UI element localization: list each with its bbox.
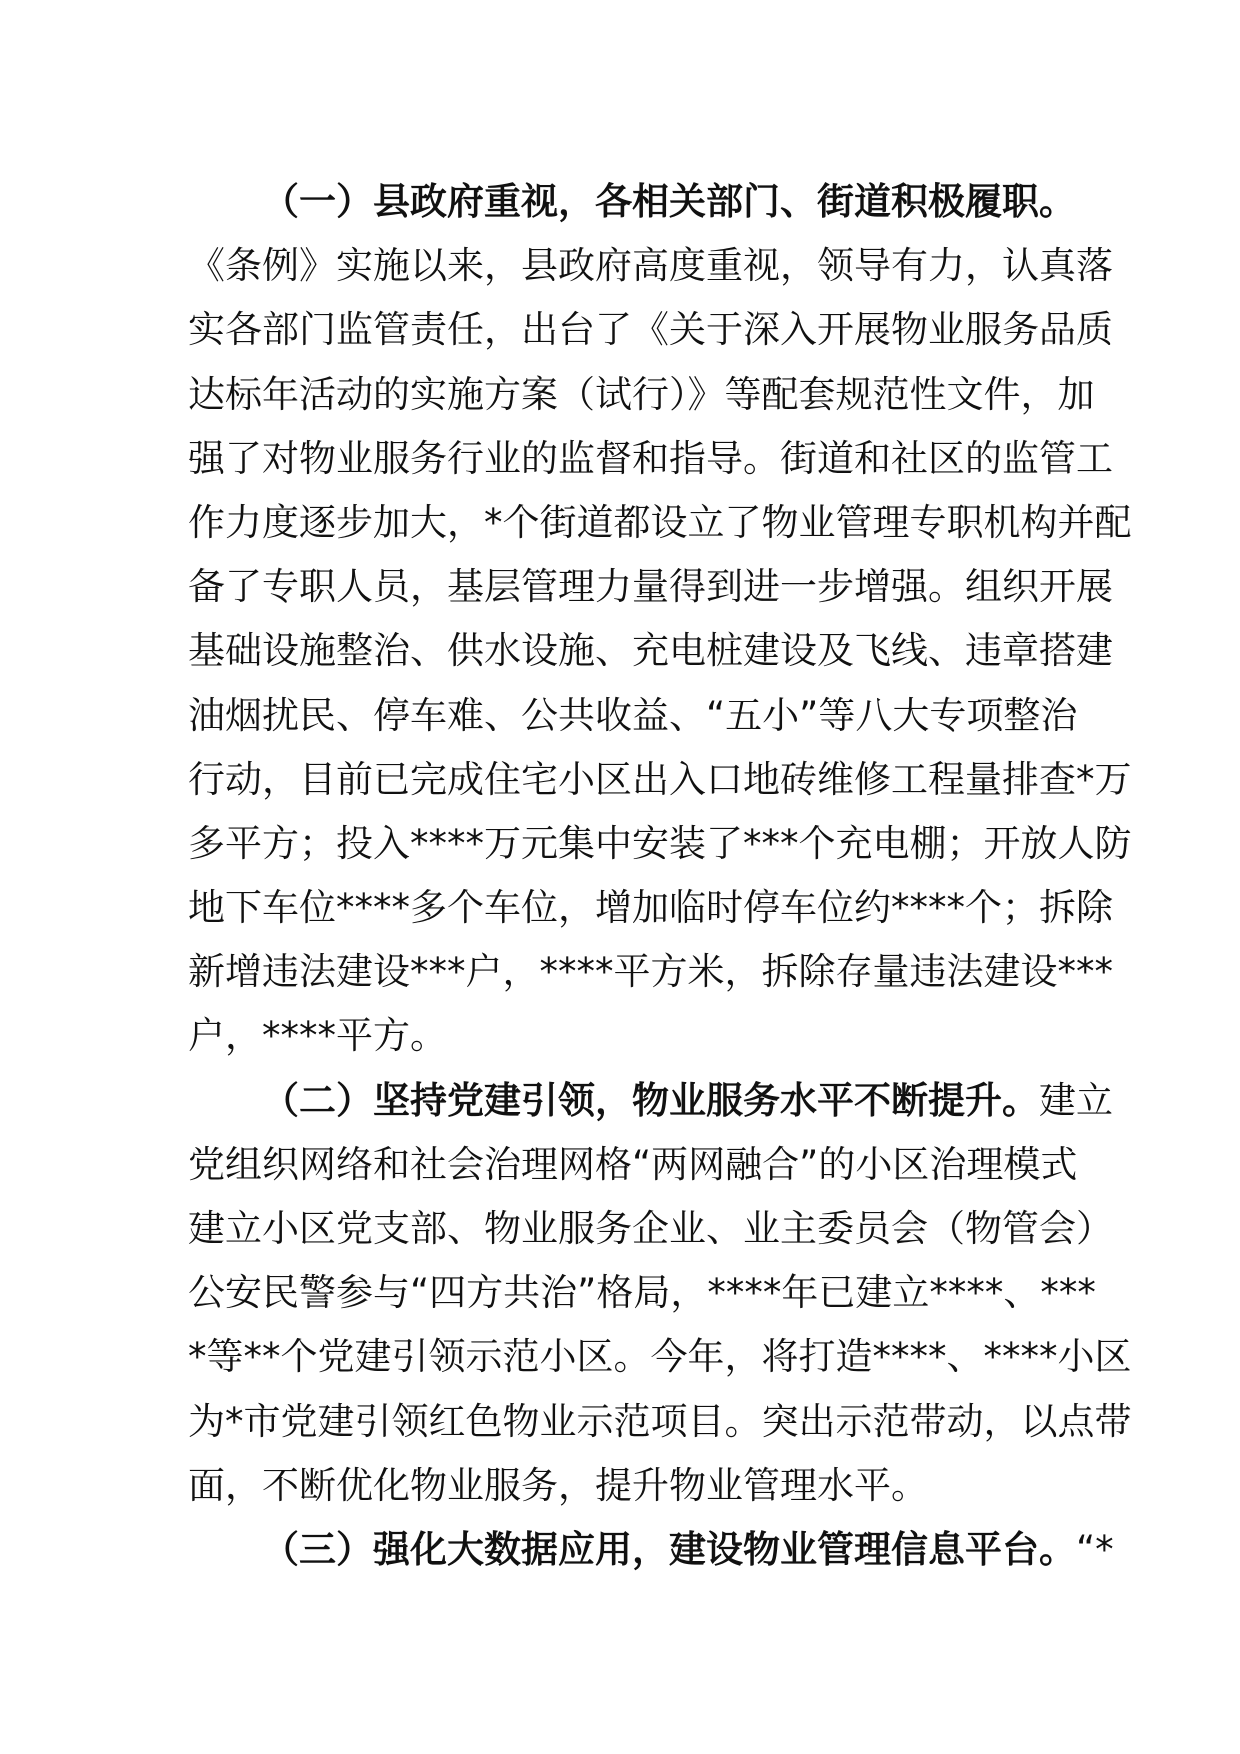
line-text: 新增违法建设***户，****平方米，拆除存量违法建设*** bbox=[188, 950, 1113, 994]
text-line bbox=[188, 1197, 1113, 1261]
line-text: 建立 bbox=[1039, 1078, 1113, 1122]
line-text: 地下车位****多个车位，增加临时停车位约****个；拆除 bbox=[188, 886, 1113, 930]
text-line bbox=[188, 1133, 1078, 1197]
text-line bbox=[188, 555, 1113, 619]
section-heading: （三）强化大数据应用，建设物业管理信息平台。 bbox=[262, 1527, 1076, 1571]
line-text: 基础设施整治、供水设施、充电桩建设及飞线、违章搭建 bbox=[188, 629, 1113, 673]
line-text: 油烟扰民、停车难、公共收益、“五小”等八大专项整治 bbox=[188, 693, 1078, 737]
text-line bbox=[188, 1069, 1113, 1133]
text-line bbox=[188, 1004, 1058, 1068]
line-text: 作力度逐步加大，*个街道都设立了物业管理专职机构并配 bbox=[188, 500, 1132, 544]
line-text: 建立小区党支部、物业服务企业、业主委员会（物管会） bbox=[188, 1207, 1113, 1250]
line-text: 户，****平方。 bbox=[188, 1014, 447, 1058]
line-text: “* bbox=[1076, 1527, 1114, 1571]
text-line bbox=[188, 1261, 1096, 1325]
line-text: 面，不断优化物业服务，提升物业管理水平。 bbox=[188, 1463, 928, 1507]
text-line bbox=[188, 748, 1132, 812]
text-line bbox=[188, 1325, 1132, 1389]
line-text: 强了对物业服务行业的监督和指导。街道和社区的监管工 bbox=[188, 436, 1113, 480]
text-line bbox=[188, 170, 1076, 234]
text-line bbox=[188, 619, 1113, 683]
text-line bbox=[188, 427, 1113, 491]
section-heading: （二）坚持党建引领，物业服务水平不断提升。 bbox=[262, 1078, 1039, 1122]
text-line bbox=[188, 1518, 1114, 1582]
line-text: 为*市党建引领红色物业示范项目。突出示范带动，以点带 bbox=[188, 1399, 1132, 1443]
section-heading: （一）县政府重视，各相关部门、街道积极履职。 bbox=[262, 180, 1076, 223]
line-text: 多平方；投入****万元集中安装了***个充电棚；开放人防 bbox=[188, 821, 1132, 865]
line-text: *等**个党建引领示范小区。今年，将打造****、****小区 bbox=[188, 1335, 1132, 1379]
text-line bbox=[188, 684, 1078, 748]
line-text: 实各部门监管责任，出台了《关于深入开展物业服务品质 bbox=[188, 308, 1113, 352]
text-line bbox=[188, 1454, 1058, 1518]
line-text: 达标年活动的实施方案（试行）》等配套规范性文件，加 bbox=[188, 372, 1095, 416]
line-text: 行动，目前已完成住宅小区出入口地砖维修工程量排查*万 bbox=[188, 757, 1132, 801]
line-text: 备了专职人员，基层管理力量得到进一步增强。组织开展 bbox=[188, 565, 1113, 609]
text-line bbox=[188, 940, 1113, 1004]
line-text: 党组织网络和社会治理网格“两网融合”的小区治理模式 bbox=[188, 1142, 1078, 1186]
text-line bbox=[188, 491, 1132, 555]
text-line bbox=[188, 298, 1113, 362]
document-body bbox=[188, 170, 1132, 1582]
text-line bbox=[188, 234, 1113, 298]
line-text: 公安民警参与“四方共治”格局，****年已建立****、*** bbox=[188, 1271, 1096, 1315]
text-line bbox=[188, 876, 1113, 940]
text-line bbox=[188, 363, 1095, 427]
text-line bbox=[188, 1390, 1132, 1454]
line-text: 《条例》实施以来，县政府高度重视，领导有力，认真落 bbox=[188, 244, 1113, 288]
text-line bbox=[188, 812, 1132, 876]
